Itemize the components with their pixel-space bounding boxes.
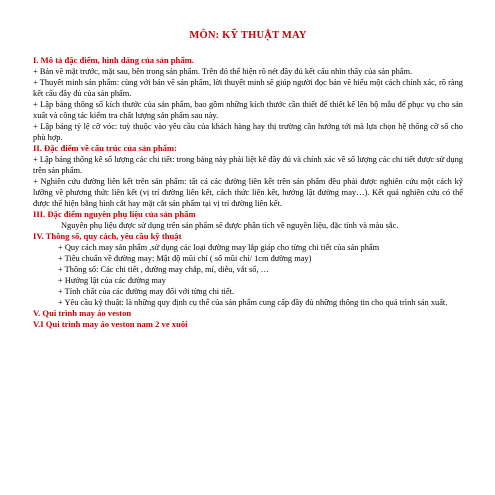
section-4-heading: IV. Thông số, quy cách, yêu cầu kỹ thuật bbox=[33, 231, 182, 241]
document-title: MÔN: KỸ THUẬT MAY bbox=[189, 30, 307, 41]
section-5-1-heading: V.I Qui trình may áo veston nam 2 ve xuôi bbox=[33, 319, 188, 329]
section-1-paragraph-3: + Lập bảng thông số kích thước của sản phẩm, bao gồm những kích thước cần thiết để thiết kế lên bộ mẫu để phục vụ cho sản xuất và công tác kiểm tra chất lượng sản phẩm sau này. bbox=[33, 100, 463, 120]
section-3-paragraph-1: Nguyên phụ liệu được sử dụng trên sản phẩm sẽ được phân tích về nguyên liệu, đặc tính và màu sắc. bbox=[61, 221, 399, 230]
section-1-heading: I. Mô tả đặc điểm, hình dáng của sản phẩm. bbox=[33, 55, 194, 65]
section-2-paragraph-1: + Lập bảng thống kê số lượng các chi tiết: trong bảng này phải liệt kê đầy đủ và chính xác về số lượng các chi tiết được sử dụng trên sản phẩm. bbox=[33, 155, 463, 175]
section-3-heading: III. Đặc điểm nguyên phụ liệu của sản phẩm bbox=[33, 209, 196, 219]
section-5-heading: V. Qui trình may áo veston bbox=[33, 308, 132, 318]
section-4-item: + Tính chất của các đường may đối với từng chi tiết. bbox=[58, 287, 235, 296]
section-4-item: + Thông số: Các chi tiết , đường may chắp, mí, diễu, vắt sổ, … bbox=[58, 265, 270, 274]
section-2-heading: II. Đặc điểm về cấu trúc của sản phẩm: bbox=[33, 143, 177, 153]
section-2-paragraph-2: + Nghiên cứu đường liên kết trên sản phẩm: tất cả các đường liên kết trên sản phẩm đều phải được nghiên cứu một cách kỹ lưỡng về phương thức liên kết (vị trí đường liên kết, cách thức liên kết, hướng lật đường may…). Kết quả nghiên cứu có thể được thể hiện bằng hình cắt hay mặt cắt sản phẩm tại vị trí đường liên kết. bbox=[33, 177, 463, 208]
section-4-item: + Tiêu chuẩn về đường may: Mật độ mũi chỉ ( số mũi chỉ/ 1cm đường may) bbox=[58, 254, 312, 263]
section-1-paragraph-2: + Thuyết minh sản phẩm: cùng với bản vẽ sản phẩm, lời thuyết minh sẽ giúp người đọc bản vẽ hiểu một cách chính xác, rõ ràng kết cấu đầy đủ của sản phẩm. bbox=[33, 78, 463, 98]
section-1-paragraph-1: + Bản vẽ mặt trước, mặt sau, bên trong sản phẩm. Trên đó thể hiện rõ nét đầy đủ kết cấu nhìn thấy của sản phẩm. bbox=[33, 67, 413, 76]
section-4-item: + Quy cách may sản phẩm ,sử dụng các loại đường may lắp giáp cho từng chi tiết của sản phẩm bbox=[58, 243, 380, 252]
section-4-item: + Yêu cầu kỹ thuật: là những quy định cụ thể của sản phẩm cung cấp đầy đủ những thông tin cho quá trình sản xuất. bbox=[58, 298, 448, 307]
section-4-item: + Hướng lật của các đường may bbox=[58, 276, 166, 285]
section-1-paragraph-4: + Lập bảng tỷ lệ cỡ vóc: tuỳ thuộc vào yêu cầu của khách hàng hay thị trường cần hướng tới mà lựa chọn hệ thống cỡ số cho phù hợp. bbox=[33, 122, 463, 142]
document-page bbox=[33, 30, 463, 330]
